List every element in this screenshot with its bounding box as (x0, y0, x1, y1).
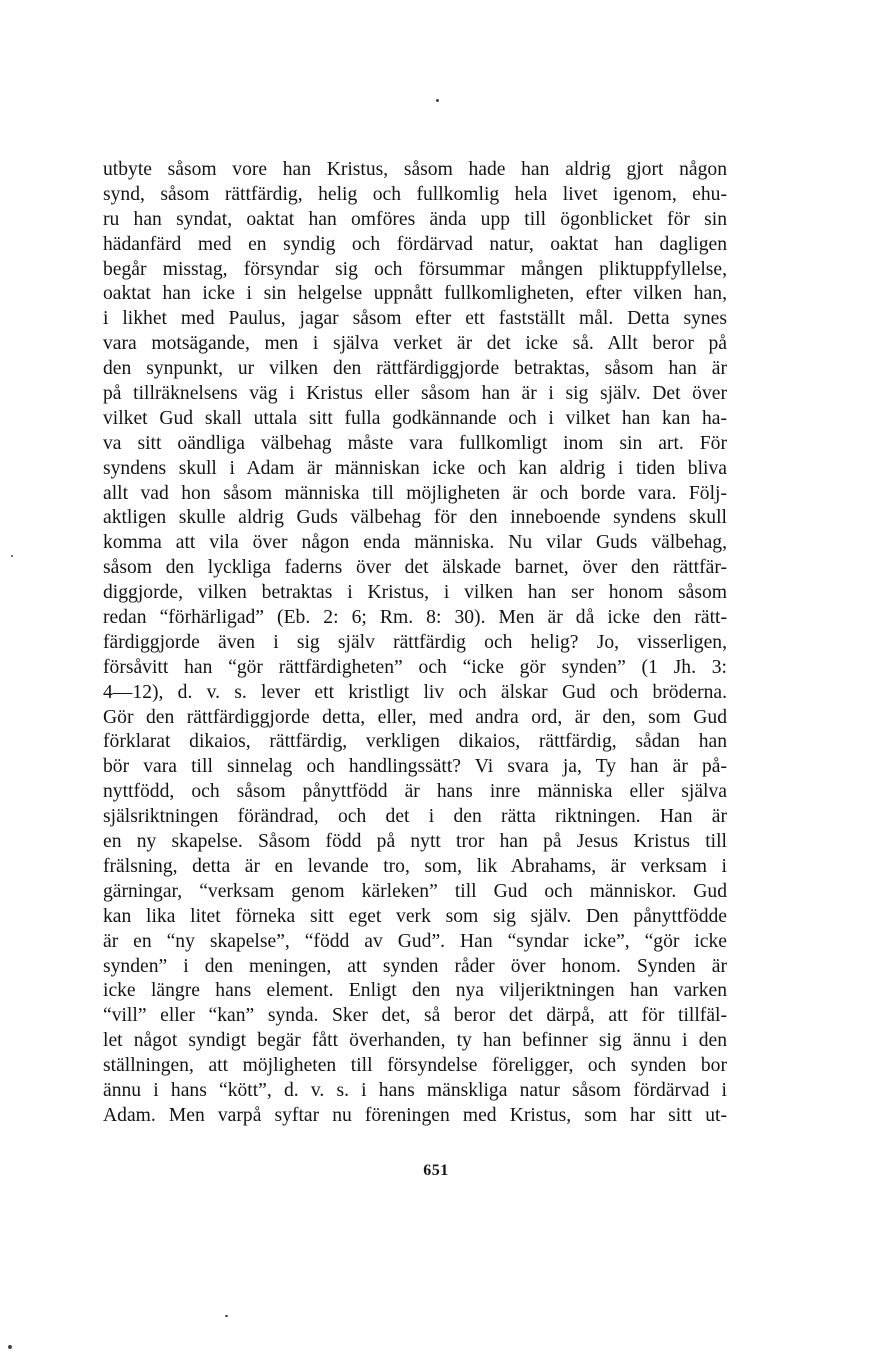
text-line: vilket Gud skall uttala sitt fulla godkännande och i vilket han kan ha- (103, 407, 727, 429)
text-line: den synpunkt, ur vilken den rättfärdiggjorde betraktas, såsom han är (103, 358, 727, 380)
text-line: diggjorde, vilken betraktas i Kristus, i vilken han ser honom såsom (103, 582, 727, 604)
text-line: let något syndigt begär fått överhanden, ty han befinner sig ännu i den (103, 1030, 727, 1052)
text-line: 4—12), d. v. s. lever ett kristligt liv och älskar Gud och bröderna. (103, 681, 727, 703)
text-line: såsom den lyckliga faderns över det älskade barnet, över den rättfär- (103, 557, 727, 579)
text-line: gärningar, “verksam genom kärleken” till Gud och människor. Gud (103, 880, 727, 902)
page-number: 651 (423, 1162, 449, 1179)
text-line: hädanfärd med en syndig och fördärvad natur, oaktat han dagligen (103, 233, 727, 255)
text-line: själsriktningen förändrad, och det i den rätta riktningen. Han är (103, 806, 727, 828)
text-line: “vill” eller “kan” synda. Sker det, så beror det därpå, att för tillfäl- (103, 1005, 727, 1027)
scan-speck (225, 1315, 228, 1317)
text-line: ställningen, att möjligheten till försyndelse föreligger, och synden bor (103, 1055, 727, 1077)
text-line: synden” i den meningen, att synden råder över honom. Synden är (103, 955, 727, 977)
text-line: nyttfödd, och såsom pånyttfödd är hans inre människa eller själva (103, 781, 727, 803)
text-line: i likhet med Paulus, jagar såsom efter ett fastställt mål. Detta synes (103, 308, 727, 330)
text-line: icke längre hans element. Enligt den nya viljeriktningen han varken (103, 980, 727, 1002)
scan-speck (11, 555, 13, 557)
text-line: va sitt oändliga välbehag måste vara fullkomligt inom sin art. För (103, 432, 727, 454)
scan-speck (436, 99, 439, 102)
body-text (103, 158, 727, 1129)
text-line: en ny skapelse. Såsom född på nytt tror han på Jesus Kristus till (103, 831, 727, 853)
text-line: syndens skull i Adam är människan icke och kan aldrig i tiden bliva (103, 457, 727, 479)
text-line: komma att vila över någon enda människa. Nu vilar Guds välbehag, (103, 532, 727, 554)
text-line: allt vad hon såsom människa till möjligheten är och borde vara. Följ- (103, 482, 727, 504)
text-line: redan “förhärligad” (Eb. 2: 6; Rm. 8: 30). Men är då icke den rätt- (103, 607, 727, 629)
text-line: kan lika litet förneka sitt eget verk som sig själv. Den pånyttfödde (103, 905, 727, 927)
text-line: bör vara till sinnelag och handlingssätt? Vi svara ja, Ty han är på- (103, 756, 727, 778)
text-line: är en “ny skapelse”, “född av Gud”. Han “syndar icke”, “gör icke (103, 930, 727, 952)
text-line: vara motsägande, men i själva verket är det icke så. Allt beror på (103, 333, 727, 355)
text-line: förklarat dikaios, rättfärdig, verkligen dikaios, rättfärdig, sådan han (103, 731, 727, 753)
text-line: oaktat han icke i sin helgelse uppnått fullkomligheten, efter vilken han, (103, 283, 727, 305)
text-line: försåvitt han “gör rättfärdigheten” och “icke gör synden” (1 Jh. 3: (103, 656, 727, 678)
text-line: färdiggjorde även i sig själv rättfärdig och helig? Jo, visserligen, (103, 631, 727, 653)
text-line: frälsning, detta är en levande tro, som, lik Abrahams, är verksam i (103, 855, 727, 877)
text-line: synd, såsom rättfärdig, helig och fullkomlig hela livet igenom, ehu- (103, 183, 727, 205)
text-line: Gör den rättfärdiggjorde detta, eller, med andra ord, är den, som Gud (103, 706, 727, 728)
text-line: på tillräknelsens väg i Kristus eller såsom han är i sig själv. Det över (103, 383, 727, 405)
text-line: ru han syndat, oaktat han omföres ända upp till ögonblicket för sin (103, 208, 727, 230)
text-line: Adam. Men varpå syftar nu föreningen med Kristus, som har sitt ut- (103, 1104, 727, 1126)
text-line: utbyte såsom vore han Kristus, såsom hade han aldrig gjort någon (103, 159, 727, 180)
text-line: begår misstag, försyndar sig och försummar mången pliktuppfyllelse, (103, 258, 727, 280)
scan-speck (8, 1345, 12, 1349)
text-line: ännu i hans “kött”, d. v. s. i hans mänskliga natur såsom fördärvad i (103, 1079, 727, 1101)
text-line: aktligen skulle aldrig Guds välbehag för den inneboende syndens skull (103, 507, 727, 529)
